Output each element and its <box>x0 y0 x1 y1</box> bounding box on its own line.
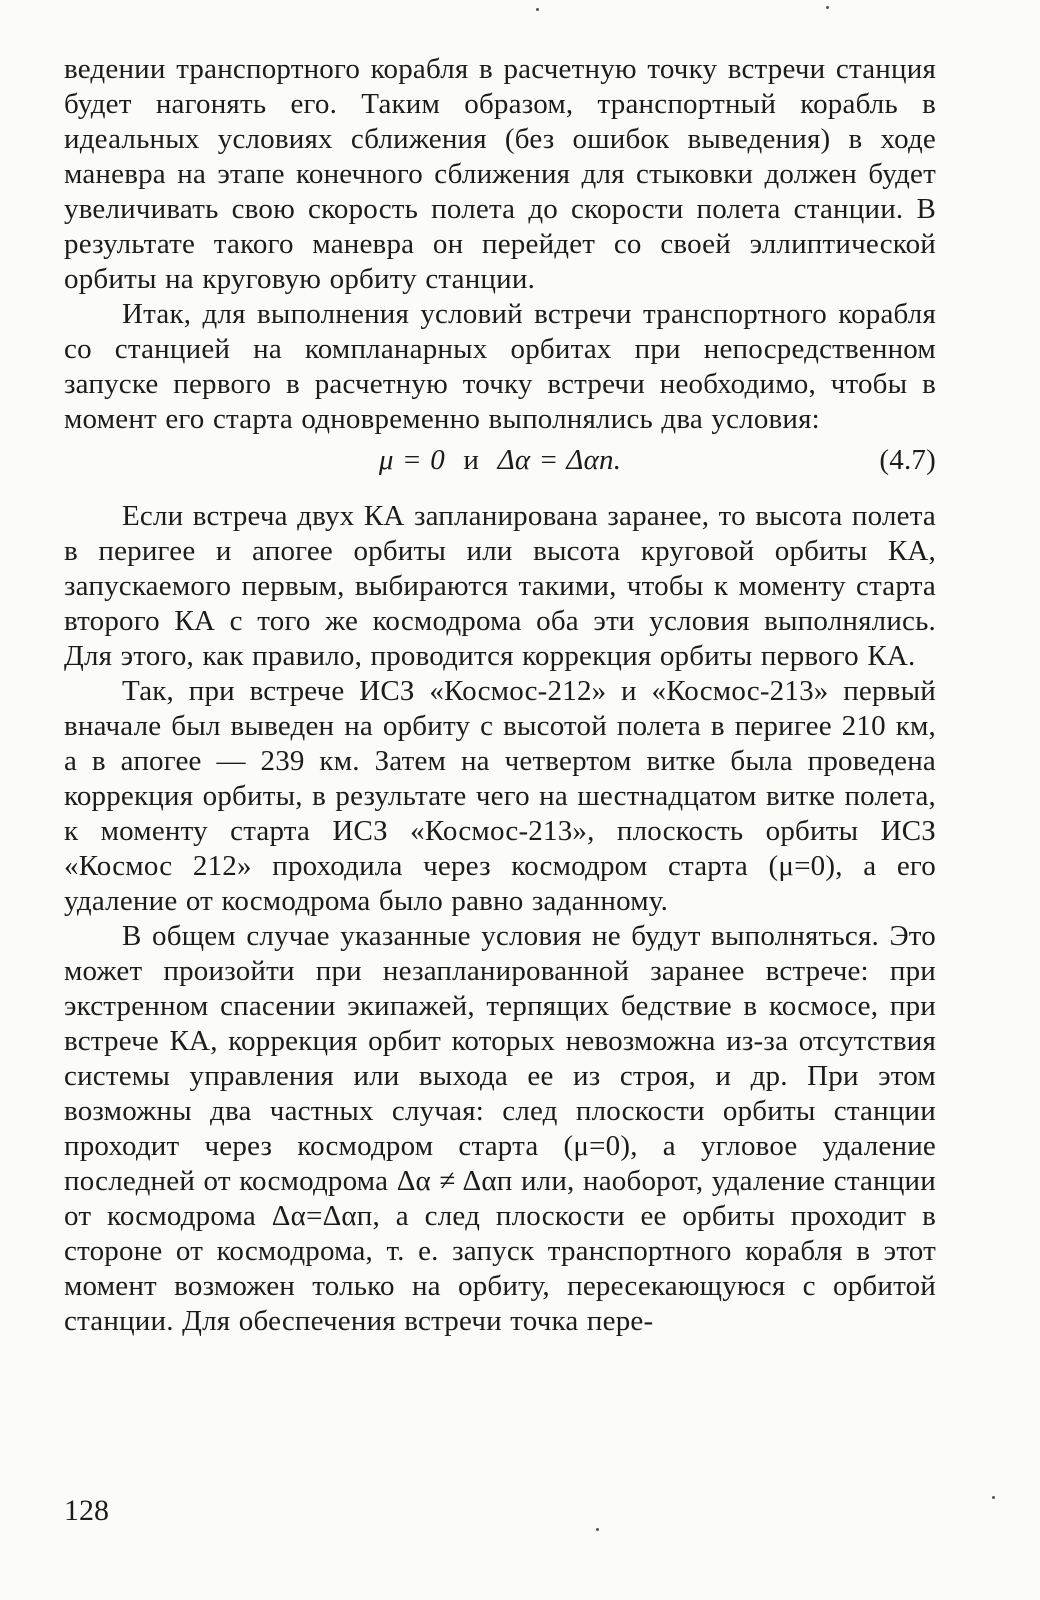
scan-speck <box>536 8 539 11</box>
equation-number: (4.7) <box>879 444 936 476</box>
paragraph-1: ведении транспортного корабля в расчетную точку встречи станция будет нагонять его. Таким образом, транспортный корабль в идеальных условиях сближения (без ошибок выведения) в ходе маневра на этапе конечного сближения для стыковки должен будет увеличивать свою скорость полета до скорости полета станции. В результате такого маневра он перейдет со своей эллиптической орбиты на круговую орбиту станции. <box>64 53 936 295</box>
paragraph-4: Так, при встрече ИСЗ «Космос-212» и «Космос-213» первый вначале был выведен на орбиту с высотой полета в перигее 210 км, а в апогее — 239 км. Затем на четвертом витке была проведена коррекция орбиты, в результате чего на шестнадцатом витке полета, к моменту старта ИСЗ «Космос-213», плоскость орбиты ИСЗ «Космос 212» проходила через космодром старта (μ=0), а его удаление от космодрома было равно заданному. <box>64 675 936 917</box>
scan-speck <box>992 1496 995 1499</box>
equation-delta-condition: Δα = Δαп. <box>497 444 622 476</box>
scan-speck <box>826 6 829 9</box>
page-number: 128 <box>64 1494 109 1527</box>
scan-speck <box>596 1528 599 1531</box>
equation-mu-condition: μ = 0 <box>378 444 445 476</box>
paragraph-2: Итак, для выполнения условий встречи транспортного корабля со станцией на компланарных орбитах при непосредственном запуске первого в расчетную точку встречи необходимо, чтобы в момент его старта одновременно выполнялись два условия: <box>64 298 936 435</box>
equation-body <box>64 443 936 478</box>
equation-conjunction: и <box>463 444 480 476</box>
paragraph-3: Если встреча двух КА запланирована заранее, то высота полета в перигее и апогее орбиты или высота круговой орбиты КА, запускаемого первым, выбираются такими, чтобы к моменту старта второго КА с того же космодрома оба эти условия выполнялись. Для этого, как правило, проводится коррекция орбиты первого КА. <box>64 500 936 672</box>
paragraph-5: В общем случае указанные условия не будут выполняться. Это может произойти при незапланированной заранее встрече: при экстренном спасении экипажей, терпящих бедствие в космосе, при встрече КА, коррекция орбит которых невозможна из-за отсутствия системы управления или выхода ее из строя, и др. При этом возможны два частных случая: след плоскости орбиты станции проходит через космодром старта (μ=0), а угловое удаление последней от космодрома Δα ≠ Δαп или, наоборот, удаление станции от космодрома Δα=Δαп, а след плоскости ее орбиты проходит в стороне от космодрома, т. е. запуск транспортного корабля в этот момент возможен только на орбиту, пересекающуюся с орбитой станции. Для обеспечения встречи точка пере- <box>64 920 936 1337</box>
page-body <box>64 52 936 1339</box>
equation-4-7 <box>64 443 936 485</box>
